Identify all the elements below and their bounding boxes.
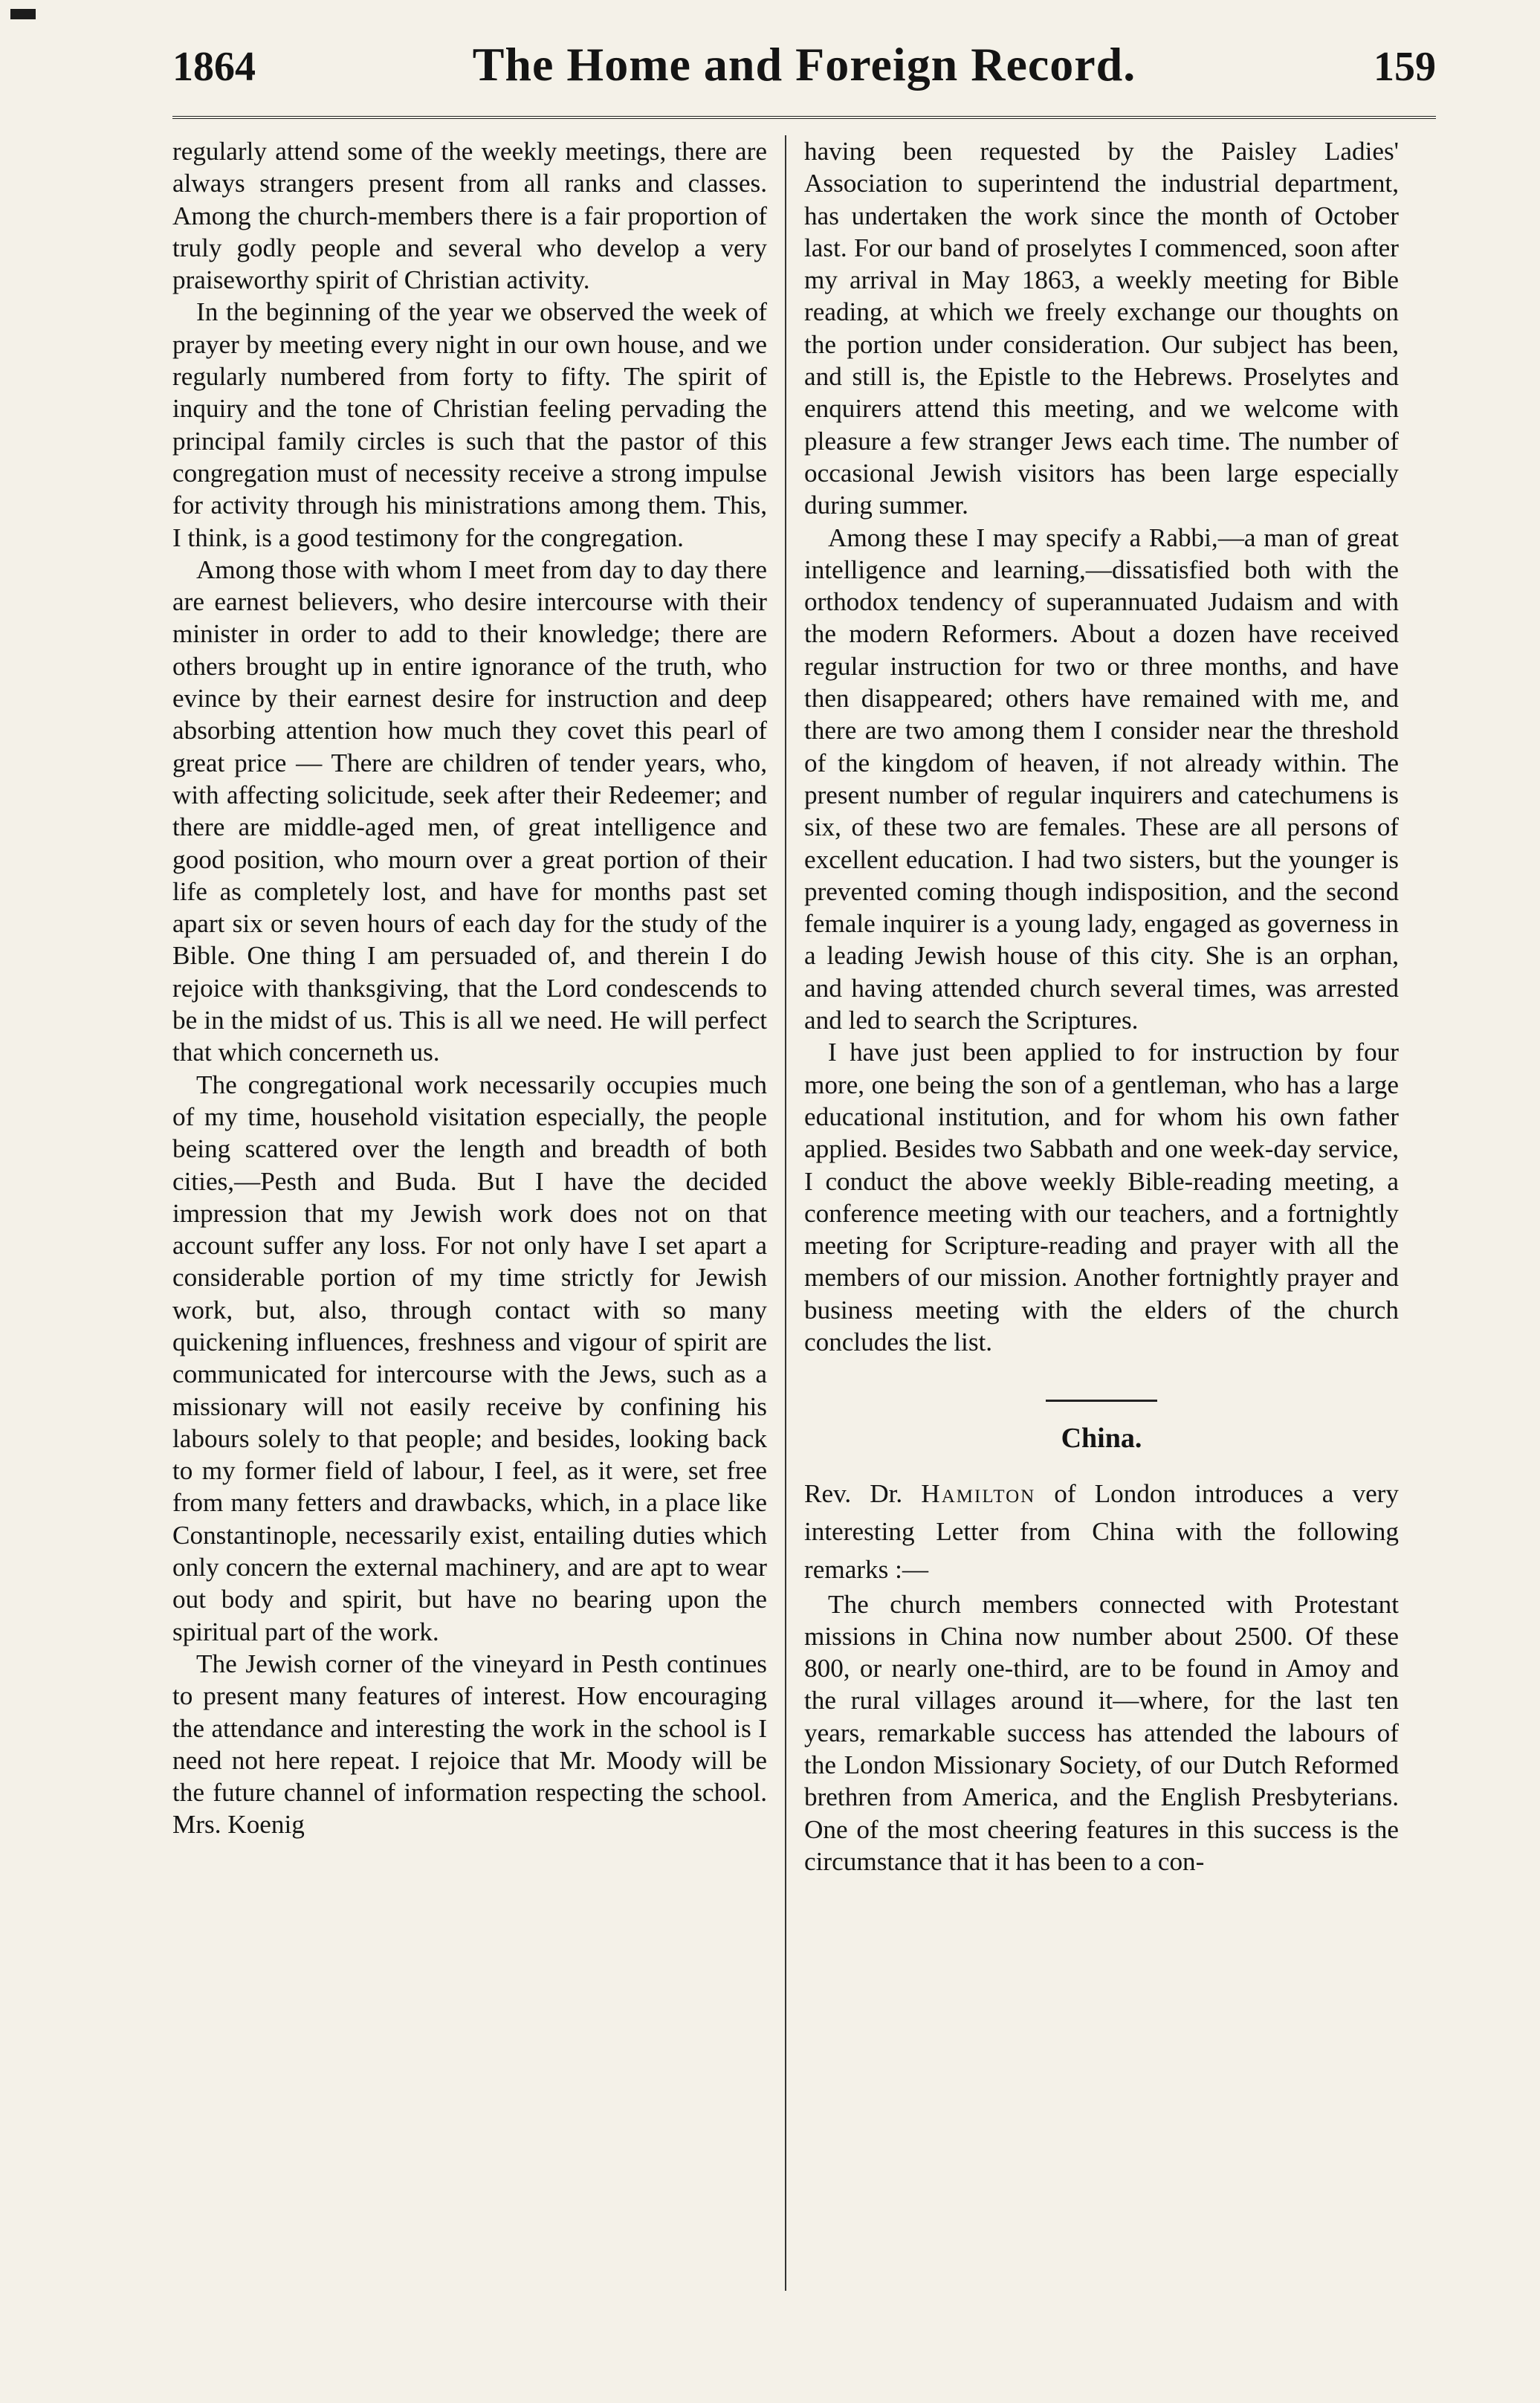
left-column [172, 135, 767, 1841]
header-year: 1864 [172, 44, 256, 90]
page-edge-mark [10, 9, 36, 19]
section-rule [1046, 1400, 1157, 1402]
right-column [804, 135, 1399, 1878]
left-paragraph: The congregational work necessarily occupies much of my time, household visitation especially, the people being scattered over the length and breadth of both cities,—Pesth and Buda. But I have the decided impression that my Jewish work does not on that account suffer any loss. For not only have I set apart a considerable portion of my time strictly for Jewish work, but, also, through contact with so many quickening influences, freshness and vigour of spirit are communicated for intercourse with the Jews, such as a missionary will not easily receive by confining his labours solely to that people; and besides, looking back to my former field of labour, I feel, as it were, set free from many fetters and drawbacks, which, in a place like Constantinople, necessarily exist, entailing duties which only concern the external machinery, and are apt to wear out body and spirit, but have no bearing upon the spiritual part of the work. [172, 1070, 767, 1646]
left-paragraph: Among those with whom I meet from day to day there are earnest believers, who desire intercourse with their minister in order to add to their knowledge; there are others brought up in entire ignorance of the truth, who evince by their earnest desire for instruction and deep absorbing attention how much they covet this pearl of great price — There are children of tender years, who, with affecting solicitude, seek after their Redeemer; and there are middle-aged men, of great intelligence and good position, who mourn over a great portion of their life as completely lost, and have for months past set apart six or seven hours of each day for the study of the Bible. One thing I am persuaded of, and therein I do rejoice with thanksgiving, that the Lord condescends to be in the midst of us. This is all we need. He will perfect that which concerneth us. [172, 554, 767, 1067]
intro-prefix: Rev. Dr. [804, 1478, 922, 1508]
china-paragraph: The church members connected with Protestant missions in China now number about 2500. Of these 800, or nearly one-third, are to be found in Amoy and the rural villages around it—where, for the last ten years, remarkable success has attended the labours of the London Missionary Society, of our Dutch Reformed brethren from America, and the English Presbyterians. One of the most cheering features in this success is the circumstance that it has been to a con- [804, 1589, 1399, 1876]
intro-suffix: of London introduces a very interesting Letter from China with the following remarks :— [804, 1478, 1399, 1584]
right-paragraph: Among these I may specify a Rabbi,—a man of great intelligence and learning,—dissatisfied both with the orthodox tendency of superannuated Judaism and with the modern Reformers. About a dozen have received regular instruction for two or three months, and have then disappeared; others have remained with me, and there are two among them I consider near the threshold of the kingdom of heaven, if not already within. The present number of regular inquirers and catechumens is six, of these two are females. These are all persons of excellent education. I had two sisters, but the younger is prevented coming though indisposition, and the second female inquirer is a young lady, engaged as governess in a leading Jewish house of this city. She is an orphan, and having attended church several times, was arrested and led to search the Scriptures. [804, 523, 1399, 1035]
column-divider [785, 135, 786, 2291]
left-paragraph: In the beginning of the year we observed the week of prayer by meeting every night in our own house, and we regularly numbered from forty to fifty. The spirit of inquiry and the tone of Christian feeling pervading the principal family circles is such that the pastor of this congregation must of necessity receive a strong impulse for activity through his ministrations among them. This, I think, is a good testimony for the congregation. [172, 297, 767, 552]
right-paragraph: having been requested by the Paisley Ladies' Association to superintend the industrial department, has undertaken the work since the month of October last. For our band of proselytes I commenced, soon after my arrival in May 1863, a weekly meeting for Bible reading, at which we freely exchange our thoughts on the portion under consideration. Our subject has been, and still is, the Epistle to the Hebrews. Proselytes and enquirers attend this meeting, and we welcome with pleasure a few stranger Jews each time. The number of occasional Jewish visitors has been large especially during summer. [804, 137, 1399, 520]
intro-name: Hamilton [921, 1478, 1036, 1508]
left-paragraph: regularly attend some of the weekly meetings, there are always strangers present from all ranks and classes. Among the church-members there is a fair proportion of truly godly people and several who develop a very praiseworthy spirit of Christian activity. [172, 137, 767, 295]
running-head [172, 37, 1436, 109]
header-page-number: 159 [1374, 44, 1436, 90]
header-title: The Home and Foreign Record. [472, 38, 1136, 91]
left-paragraph: The Jewish corner of the vineyard in Pesth continues to present many features of interest. How encouraging the attendance and interesting the work in the school is I need not here repeat. I rejoice that Mr. Moody will be the future channel of information respecting the school. Mrs. Koenig [172, 1649, 767, 1840]
section-title: China. [1061, 1423, 1142, 1455]
header-rule [172, 116, 1436, 123]
right-paragraph: I have just been applied to for instruction by four more, one being the son of a gentleman, who has a large educational institution, and for whom his own father applied. Besides two Sabbath and one week-day service, I conduct the above weekly Bible-reading meeting, a conference meeting with our teachers, and a fortnightly meeting for Scripture-reading and prayer with all the members of our mission. Another fortnightly prayer and business meeting with the elders of the church concludes the list. [804, 1038, 1399, 1356]
china-intro [804, 1475, 1399, 1588]
